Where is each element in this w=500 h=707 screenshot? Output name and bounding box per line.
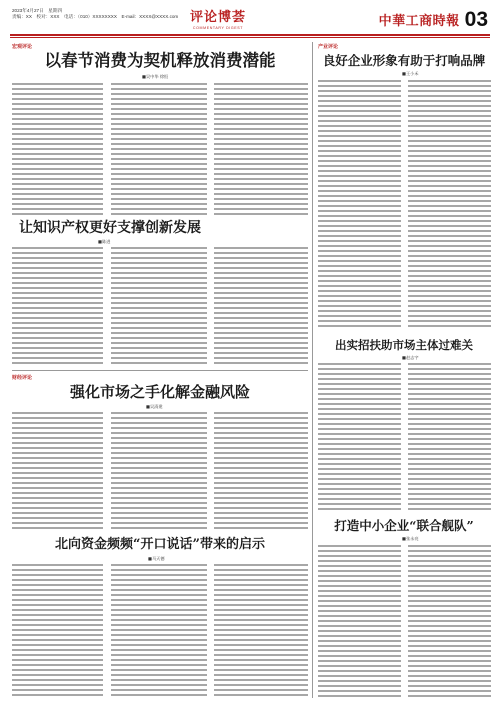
body-text-a6-col1 <box>318 363 401 513</box>
body-text-a5-col1 <box>318 80 401 330</box>
byline-a7: ■张永亮 <box>402 536 419 541</box>
body-text-a4-col1 <box>12 564 103 696</box>
newspaper-name: 中華工商時報 <box>378 14 460 29</box>
byline-a3: ■吴清建 <box>146 404 163 409</box>
body-text-a1-col1 <box>12 83 103 218</box>
body-text-a3-col2 <box>111 412 207 530</box>
byline-a6: ■赵志宇 <box>402 355 419 360</box>
body-text-a1-col3 <box>214 83 308 218</box>
editor-info: 责编：XX 校对：XXX 电话：（010）XXXXXXXX E-mail：XXXX@XXXX.com <box>12 14 179 19</box>
body-text-a2-col2 <box>111 247 207 365</box>
body-text-a7-col2 <box>408 545 491 697</box>
header-rule <box>10 34 490 36</box>
body-text-a5-col2 <box>408 80 491 330</box>
section-subtitle: COMMENTARY DIGEST <box>192 26 244 30</box>
section-label-finance: 财经评论 <box>12 375 33 381</box>
column-divider <box>312 42 313 698</box>
byline-a5: ■王小禾 <box>402 71 419 76</box>
header-rule-thin <box>10 37 490 38</box>
body-text-a2-col1 <box>12 247 103 365</box>
header-meta <box>12 8 178 20</box>
section-label-macro: 宏观评论 <box>12 44 33 50</box>
headline-a2: 让知识产权更好支撑创新发展 <box>19 220 201 236</box>
body-text-a7-col1 <box>318 545 401 697</box>
headline-a3: 强化市场之手化解金融风险 <box>69 383 250 401</box>
headline-a7: 打造中小企业“联合舰队” <box>334 518 474 533</box>
body-text-a3-col1 <box>12 412 103 530</box>
body-text-a4-col2 <box>111 564 207 696</box>
headline-a4: 北向资金频频“开口说话”带来的启示 <box>55 537 265 552</box>
body-text-a3-col3 <box>214 412 308 530</box>
body-text-a2-col3 <box>214 247 308 365</box>
page-number: 03 <box>464 8 488 31</box>
page-header <box>0 0 500 40</box>
byline-a2: ■陈进 <box>98 239 111 244</box>
section-label-industry: 产业评论 <box>318 44 339 50</box>
section-title: 评论博荟 <box>189 10 246 25</box>
headline-a6: 出实招扶助市场主体过难关 <box>335 338 473 352</box>
issue-date: 2023年4月27日 星期四 <box>12 8 63 13</box>
paper-masthead <box>379 9 488 30</box>
headline-a1: 以春节消费为契机释放消费潜能 <box>44 51 276 70</box>
byline-a1: ■吴中华 徐恒 <box>142 74 169 79</box>
body-text-a1-col2 <box>111 83 207 218</box>
body-text-a4-col3 <box>214 564 308 696</box>
section-masthead <box>183 11 253 30</box>
headline-a5: 良好企业形象有助于打响品牌 <box>322 53 486 68</box>
body-text-a6-col2 <box>408 363 491 513</box>
section-divider <box>12 370 308 371</box>
byline-a4: ■马天德 <box>148 556 165 561</box>
